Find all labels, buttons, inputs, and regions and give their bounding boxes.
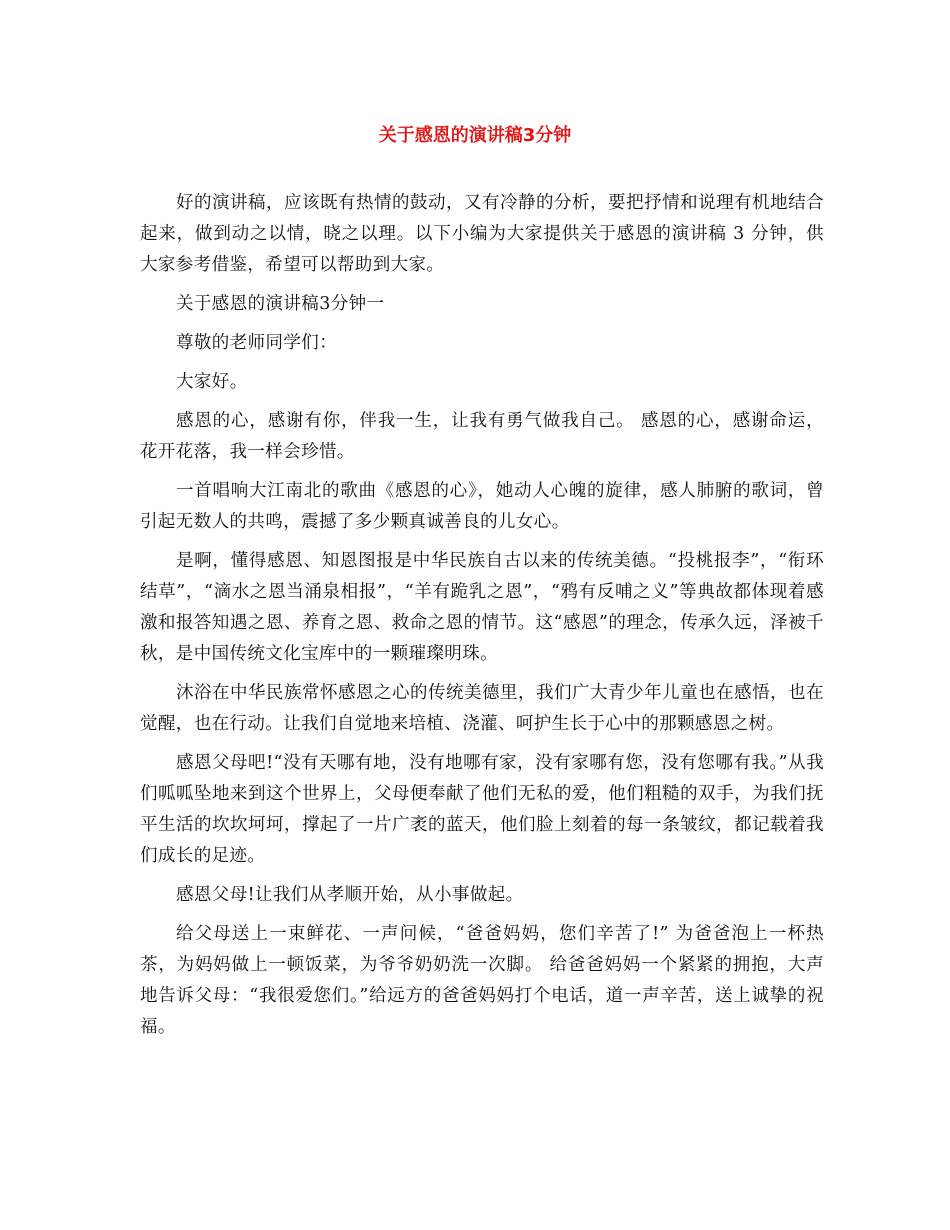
paragraph: 给父母送上一束鲜花、一声问候，“爸爸妈妈，您们辛苦了!” 为爸爸泡上一杯热茶，为妈妈做上一顿饭菜，为爷爷奶奶洗一次脚。 给爸爸妈妈一个紧紧的拥抱，大声地告诉父母：“我很爱您们。”给远方的爸爸妈妈打个电话，道一声辛苦，送上诚挚的祝福。	[140, 924, 824, 1037]
paragraph: 是啊，懂得感恩、知恩图报是中华民族自古以来的传统美德。“投桃报李”，“衔环结草”，“滴水之恩当涌泉相报”，“羊有跪乳之恩”，“鸦有反哺之义”等典故都体现着感激和报答知遇之恩、养育之恩、救命之恩的情节。这“感恩”的理念，传承久远，泽被千秋，是中国传统文化宝库中的一颗璀璨明珠。	[140, 551, 824, 664]
salutation: 尊敬的老师同学们：	[176, 333, 338, 353]
section-heading: 关于感恩的演讲稿3分钟一	[176, 294, 385, 314]
paragraph: 感恩父母吧!“没有天哪有地，没有地哪有家，没有家哪有您，没有您哪有我。”从我们呱呱坠地来到这个世界上，父母便奉献了他们无私的爱，他们粗糙的双手，为我们抚平生活的坎坎坷坷，撑起了一片广袤的蓝天，他们脸上刻着的每一条皱纹，都记载着我们成长的足迹。	[140, 753, 824, 866]
paragraph: 沐浴在中华民族常怀感恩之心的传统美德里，我们广大青少年儿童也在感悟，也在觉醒，也在行动。让我们自觉地来培植、浇灌、呵护生长于心中的那颗感恩之树。	[140, 683, 824, 734]
paragraph-intro: 好的演讲稿，应该既有热情的鼓动，又有冷静的分析，要把抒情和说理有机地结合起来，做到动之以情，晓之以理。以下小编为大家提供关于感恩的演讲稿 3 分钟，供大家参考借鉴，希望可以帮助到大家。	[140, 193, 824, 275]
paragraph: 感恩父母!让我们从孝顺开始，从小事做起。	[176, 885, 524, 905]
document-title: 关于感恩的演讲稿3分钟	[378, 125, 572, 146]
document-body	[140, 188, 824, 1051]
paragraph: 感恩的心，感谢有你，伴我一生，让我有勇气做我自己。 感恩的心，感谢命运，花开花落，我一样会珍惜。	[140, 411, 824, 462]
paragraph: 一首唱响大江南北的歌曲《感恩的心》，她动人心魄的旋律，感人肺腑的歌词，曾引起无数人的共鸣，震撼了多少颗真诚善良的儿女心。	[140, 481, 824, 532]
greeting: 大家好。	[176, 372, 248, 392]
